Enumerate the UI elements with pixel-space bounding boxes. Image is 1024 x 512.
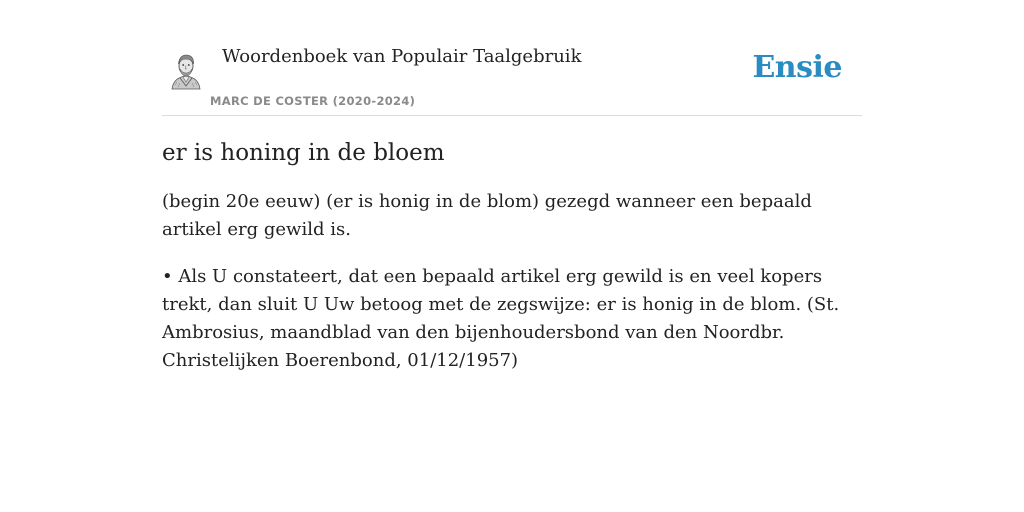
dictionary-title[interactable]: Woordenboek van Populair Taalgebruik (222, 46, 582, 67)
author-credit[interactable]: MARC DE COSTER (2020-2024) (210, 94, 416, 108)
entry-term: er is honing in de bloem (162, 140, 445, 166)
entry-example: • Als U constateert, dat een bepaald artikel erg gewild is en veel kopers trekt, dan sluit U Uw betoog met de zegswijze: er is honig in de blom. (St. Ambrosius, maandblad van den bijenhoudersbond van den Noordbr. Christelijken Boerenbond, 01/12/1957) (162, 266, 840, 371)
page-header (162, 40, 862, 116)
entry-definition: (begin 20e eeuw) (er is honig in de blom) gezegd wanneer een bepaald artikel erg gewild is. (162, 191, 812, 240)
entry-card (162, 40, 862, 375)
author-portrait-icon[interactable] (168, 52, 204, 90)
ensie-logo-link[interactable]: Ensie (752, 50, 842, 85)
